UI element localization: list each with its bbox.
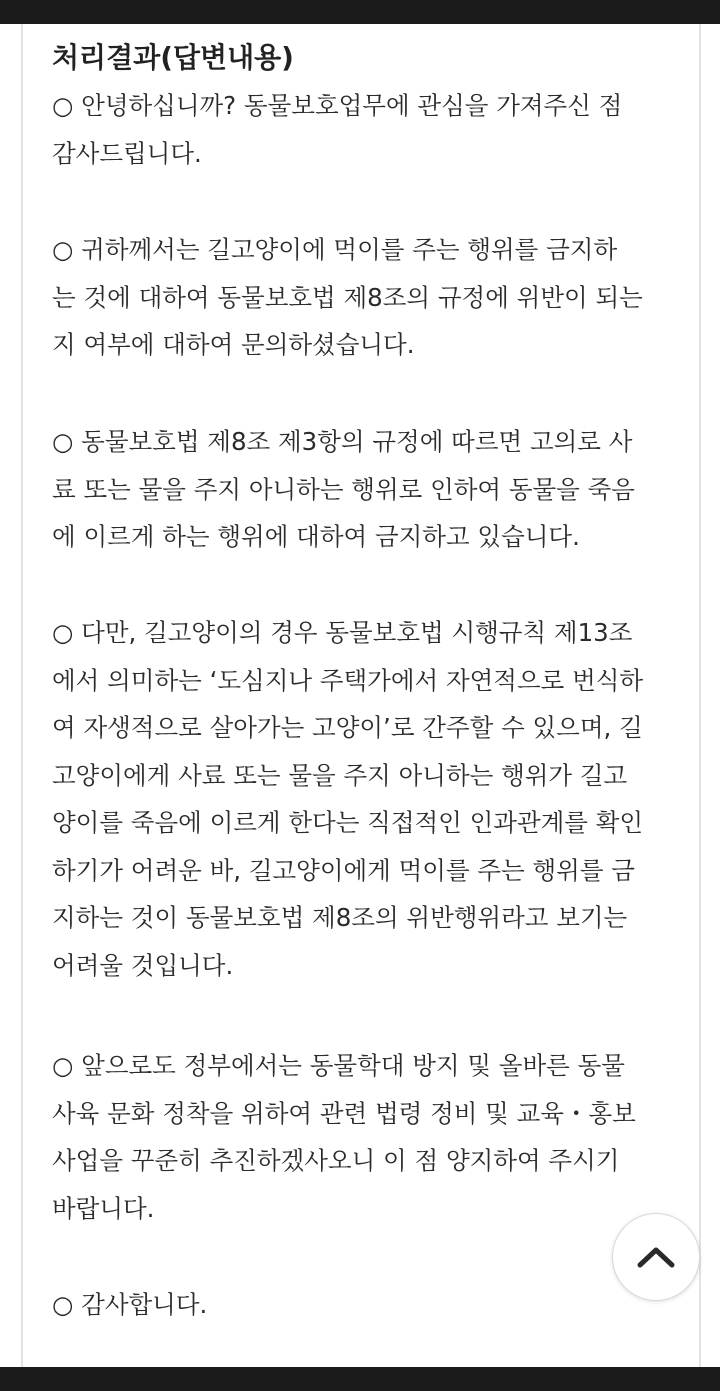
paragraph-line: ○ 앞으로도 정부에서는 동물학대 방지 및 올바른 동물 [52,1051,625,1080]
answer-paragraph-stray-cats [52,609,678,989]
paragraph-line: 에 이르게 하는 행위에 대하여 금지하고 있습니다. [52,522,580,551]
paragraph-line: 하기가 어려운 바, 길고양이에게 먹이를 주는 행위를 금 [52,855,635,885]
paragraph-line: 여 자생적으로 살아가는 고양이’로 간주할 수 있으며, 길 [52,713,643,742]
paragraph-line: 료 또는 물을 주지 아니하는 행위로 인하여 동물을 죽음 [52,474,635,504]
answer-paragraph-inquiry [52,226,678,369]
paragraph-line: 에서 의미하는 ‘도심지나 주택가에서 자연적으로 번식하 [52,665,644,695]
scroll-to-top-button[interactable] [612,1213,700,1301]
paragraph-line: ○ 안녕하십니까? 동물보호업무에 관심을 가져주신 점 [52,91,623,120]
paragraph-line: 는 것에 대하여 동물보호법 제8조의 규정에 위반이 되는 [52,282,643,312]
chevron-up-icon [636,1245,676,1269]
answer-paragraph-government [52,1042,678,1232]
paragraph-line: ○ 감사합니다. [52,1290,208,1319]
paragraph-line: ○ 귀하께서는 길고양이에 먹이를 주는 행위를 금지하 [52,235,618,264]
paragraph-line: ○ 다만, 길고양이의 경우 동물보호법 시행규칙 제13조 [52,618,633,647]
paragraph-line: 지 여부에 대하여 문의하셨습니다. [52,330,415,359]
status-bar [0,0,720,24]
navigation-bar [0,1367,720,1391]
paragraph-line: 바랍니다. [52,1193,155,1223]
answer-paragraph-thanks [52,1281,678,1329]
paragraph-line: 감사드립니다. [52,138,202,168]
paragraph-line: 지하는 것이 동물보호법 제8조의 위반행위라고 보기는 [52,903,628,932]
paragraph-line: 사육 문화 정착을 위하여 관련 법령 정비 및 교육・홍보 [52,1098,636,1128]
answer-paragraph-greeting [52,82,678,177]
paragraph-line: 고양이에게 사료 또는 물을 주지 아니하는 행위가 길고 [52,760,628,790]
paragraph-line: 어려울 것입니다. [52,950,234,980]
section-title: 처리결과(답변내용) [52,41,294,74]
paragraph-line: 사업을 꾸준히 추진하겠사오니 이 점 양지하여 주시기 [52,1146,620,1175]
answer-paragraph-law [52,418,678,561]
paragraph-line: 양이를 죽음에 이르게 한다는 직접적인 인과관계를 확인 [52,808,644,837]
paragraph-line: ○ 동물보호법 제8조 제3항의 규정에 따르면 고의로 사 [52,427,633,456]
